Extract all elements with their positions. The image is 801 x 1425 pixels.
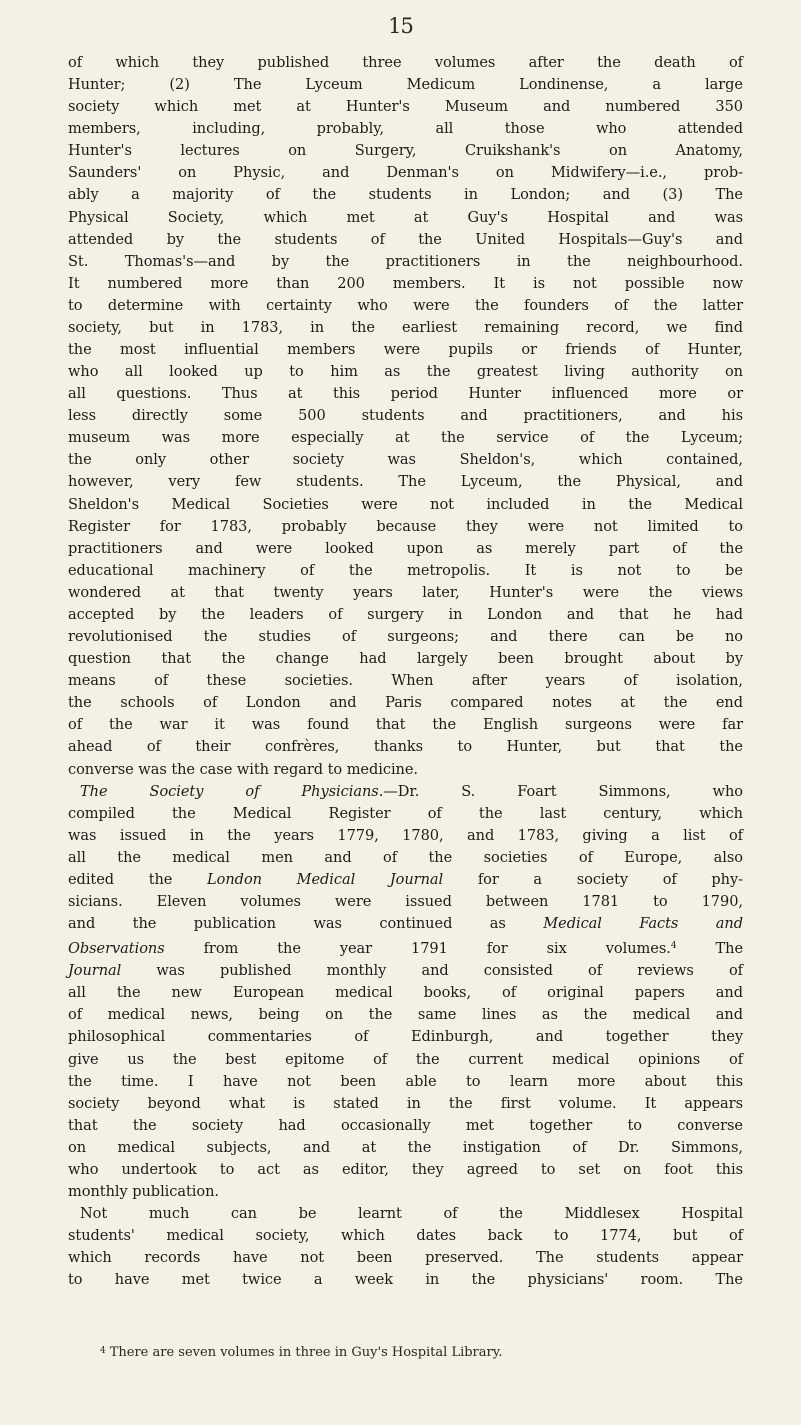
text-line: less directly some 500 students and practitioners, and his	[68, 407, 743, 425]
text-line: monthly publication.	[68, 1182, 219, 1200]
text-line: ahead of their confrères, thanks to Hunter, but that the	[68, 738, 743, 756]
text-line: Register for 1783, probably because they were not limited to	[68, 517, 743, 535]
text-line: society beyond what is stated in the first volume. It appears	[68, 1094, 743, 1112]
text-line: the most influential members were pupils or friends of Hunter,	[68, 341, 743, 359]
text-line: question that the change had largely been brought about by	[68, 650, 743, 668]
text-line: to determine with certainty who were the founders of the latter	[68, 296, 743, 314]
text-line: compiled the Medical Register of the last century, which	[68, 804, 743, 822]
text-line: means of these societies. When after years of isolation,	[68, 672, 743, 690]
text-line: who all looked up to him as the greatest living authority on	[68, 363, 743, 381]
text-line: on medical subjects, and at the instigation of Dr. Simmons,	[68, 1138, 743, 1156]
text-line: the only other society was Sheldon's, which contained,	[68, 451, 743, 469]
text-line: give us the best epitome of the current medical opinions of	[68, 1050, 743, 1068]
text-line: accepted by the leaders of surgery in London and that he had	[68, 605, 743, 623]
text-line: which records have not been preserved. The students appear	[68, 1249, 743, 1267]
text-line: of the war it was found that the English surgeons were far	[68, 716, 743, 734]
paragraph-middlesex	[68, 1203, 743, 1291]
text-line: Saunders' on Physic, and Denman's on Midwifery—i.e., prob-	[68, 164, 743, 182]
text-line: converse was the case with regard to medicine.	[68, 760, 419, 778]
text-line: Journal was published monthly and consisted of reviews of	[68, 962, 743, 980]
text-line: of medical news, being on the same lines as the medical and	[68, 1006, 743, 1024]
text-line: Sheldon's Medical Societies were not included in the Medical	[68, 495, 743, 513]
text-line: practitioners and were looked upon as merely part of the	[68, 539, 743, 557]
text-line: It numbered more than 200 members. It is not possible now	[68, 274, 743, 292]
text-line: all questions. Thus at this period Hunter influenced more or	[68, 385, 743, 403]
journal-title: London Medical Journal	[207, 870, 444, 888]
footnote	[100, 1345, 503, 1360]
body-text	[68, 52, 743, 1291]
text-line: attended by the students of the United Hospitals—Guy's and	[68, 230, 743, 248]
text-line: society which met at Hunter's Museum and numbered 350	[68, 98, 743, 116]
publication-title-cont: Observations	[68, 940, 165, 958]
text-line: the time. I have not been able to learn more about this	[68, 1072, 743, 1090]
section-heading: The Society of Physicians.	[80, 782, 384, 800]
footnote-ref[interactable]: 4	[670, 941, 677, 952]
paragraph-society-of-physicians	[68, 781, 743, 1203]
paragraph-hunter-societies	[68, 52, 743, 781]
text-line: who undertook to act as editor, they agreed to set on foot this	[68, 1160, 743, 1178]
footnote-text: There are seven volumes in three in Guy's Hospital Library.	[109, 1345, 503, 1360]
text-line: Not much can be learnt of the Middlesex Hospital	[80, 1205, 743, 1223]
text-line: was issued in the years 1779, 1780, and 1783, giving a list of	[68, 826, 743, 844]
text-line: and the publication was continued as Medical Facts and	[68, 915, 743, 933]
text-line: museum was more especially at the service of the Lyceum;	[68, 429, 743, 447]
text-line: to have met twice a week in the physicians' room. The	[68, 1271, 743, 1289]
text-line: of which they published three volumes after the death of	[68, 54, 743, 71]
text-line: the schools of London and Paris compared notes at the end	[68, 694, 743, 712]
publication-title: Medical Facts and	[543, 915, 743, 933]
journal-title: Journal	[68, 962, 122, 980]
text-line: edited the London Medical Journal for a society of phy-	[68, 870, 744, 888]
text-line: however, very few students. The Lyceum, the Physical, and	[68, 473, 743, 491]
text-line: St. Thomas's—and by the practitioners in the neighbourhood.	[68, 252, 743, 270]
text-line: Hunter's lectures on Surgery, Cruikshank's on Anatomy,	[68, 142, 743, 160]
text-line: that the society had occasionally met together to converse	[68, 1116, 743, 1134]
text-line: Hunter; (2) The Lyceum Medicum Londinense, a large	[68, 76, 743, 94]
text-line: revolutionised the studies of surgeons; and there can be no	[68, 628, 743, 646]
text-line: wondered at that twenty years later, Hunter's were the views	[68, 583, 743, 601]
text-line: Physical Society, which met at Guy's Hospital and was	[68, 208, 743, 226]
text-line: members, including, probably, all those who attended	[68, 120, 743, 138]
text-line: educational machinery of the metropolis. It is not to be	[68, 561, 743, 579]
text-line: society, but in 1783, in the earliest remaining record, we find	[68, 318, 743, 336]
footnote-marker: 4	[100, 1346, 106, 1356]
text-line: sicians. Eleven volumes were issued between 1781 to 1790,	[68, 892, 743, 910]
page-number: 15	[388, 14, 413, 38]
text-line: Observations from the year 1791 for six volumes.$^4$ The	[68, 940, 743, 958]
text-line: all the medical men and of the societies of Europe, also	[68, 848, 743, 866]
text-line: ably a majority of the students in London; and (3) The	[68, 186, 743, 204]
text-line: all the new European medical books, of original papers and	[68, 984, 743, 1002]
text-line: The Society of Physicians.—Dr. S. Foart Simmons, who	[80, 782, 743, 800]
text-line: philosophical commentaries of Edinburgh, and together they	[68, 1028, 743, 1046]
text-line: students' medical society, which dates back to 1774, but of	[68, 1227, 743, 1245]
